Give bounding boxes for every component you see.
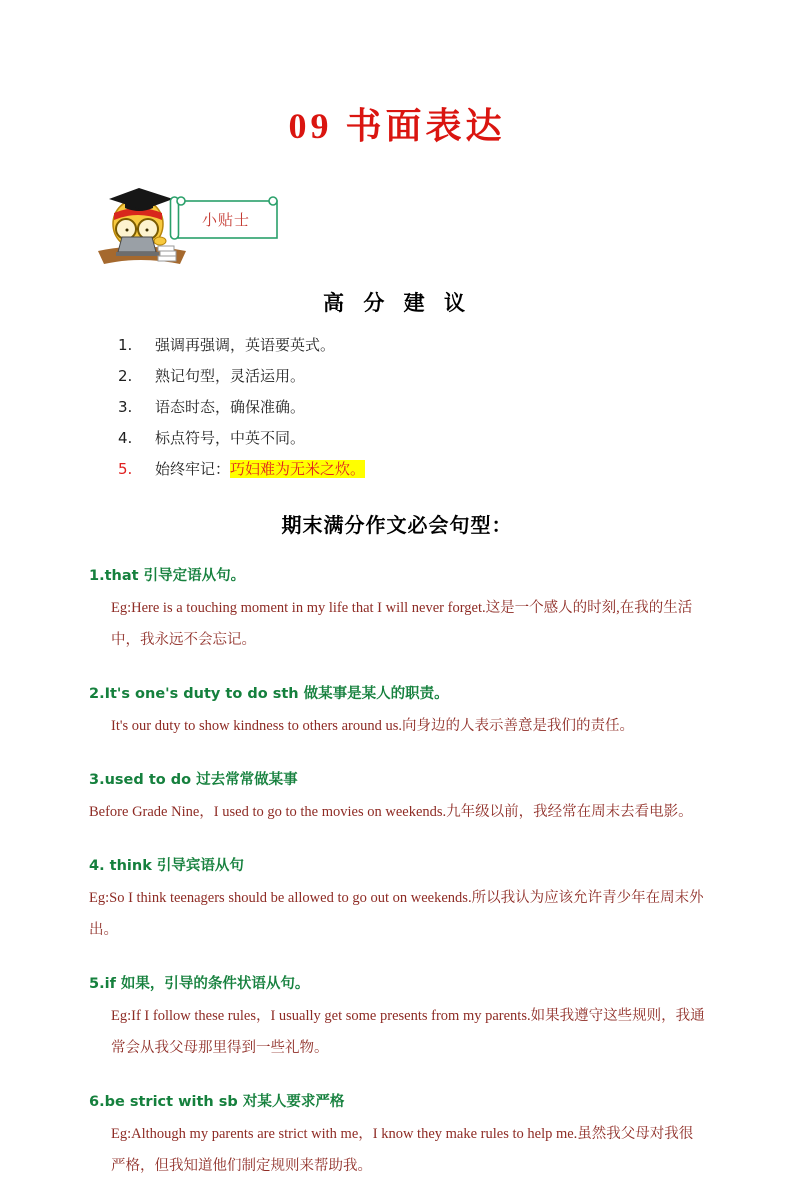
pattern-section-3 — [89, 768, 705, 828]
pattern-section-4 — [89, 854, 705, 946]
tip-banner-label: 小贴士 — [202, 211, 251, 229]
tip-banner-row — [89, 185, 705, 267]
pattern-example: Eg:So I think teenagers should be allowed to go out on weekends.所以我认为应该允许青少年在周末外出。 — [89, 890, 704, 938]
pattern-example: Eg:If I follow these rules，I usually get some presents from my parents.如果我遵守这些规则，我通常会从我父母那里得到一些礼物。 — [111, 1008, 705, 1056]
sentence-pattern-sections — [89, 564, 705, 1182]
page-title: 09 书面表达 — [288, 106, 506, 146]
tip-scroll-banner — [168, 194, 282, 242]
pattern-section-1 — [89, 564, 705, 656]
pattern-section-5 — [89, 972, 705, 1064]
advice-item-1 — [118, 337, 705, 353]
pattern-heading: 1.that 引导定语从句。 — [89, 568, 246, 584]
advice-item-number: 5. — [118, 460, 133, 478]
advice-item-text: 语态时态，确保准确。 — [155, 398, 306, 416]
pattern-heading: 3.used to do 过去常常做某事 — [89, 772, 298, 788]
advice-item-text: 强调再强调，英语要英式。 — [155, 336, 336, 354]
advice-heading: 高 分 建 议 — [323, 291, 471, 315]
advice-item-3 — [118, 399, 705, 415]
advice-item-number: 3. — [118, 398, 133, 416]
pattern-example: Eg:Although my parents are strict with me，I know they make rules to help me.虽然我父母对我很严格，但我知道他们制定规则来帮助我。 — [111, 1126, 694, 1174]
pattern-heading: 2.It's one's duty to do sth 做某事是某人的职责。 — [89, 686, 449, 702]
advice-item-text: 熟记句型，灵活运用。 — [155, 367, 306, 385]
advice-item-text — [155, 461, 365, 477]
pattern-example: It's our duty to show kindness to others around us.向身边的人表示善意是我们的责任。 — [111, 718, 634, 734]
advice-item-number: 1. — [118, 336, 133, 354]
pattern-example: Eg:Here is a touching moment in my life that I will never forget.这是一个感人的时刻,在我的生活中，我永远不会忘记。 — [111, 600, 693, 648]
advice-item-number: 2. — [118, 367, 133, 385]
pattern-section-6 — [89, 1090, 705, 1182]
advice-item-2 — [118, 368, 705, 384]
pattern-example: Before Grade Nine，I used to go to the movies on weekends.九年级以前，我经常在周末去看电影。 — [89, 804, 693, 820]
patterns-heading: 期末满分作文必会句型： — [281, 513, 513, 537]
highlighted-phrase: 巧妇难为无米之炊。 — [230, 460, 366, 478]
advice-item-4 — [118, 430, 705, 446]
pattern-heading: 6.be strict with sb 对某人要求严格 — [89, 1094, 345, 1110]
advice-item-5 — [118, 461, 705, 477]
pattern-section-2 — [89, 682, 705, 742]
advice-item-text-plain: 始终牢记： — [155, 460, 231, 478]
advice-item-text: 标点符号，中英不同。 — [155, 429, 306, 447]
advice-list — [89, 337, 705, 477]
advice-item-number: 4. — [118, 429, 133, 447]
pattern-heading: 5.if 如果，引导的条件状语从句。 — [89, 976, 310, 992]
pattern-heading: 4. think 引导宾语从句 — [89, 858, 244, 874]
